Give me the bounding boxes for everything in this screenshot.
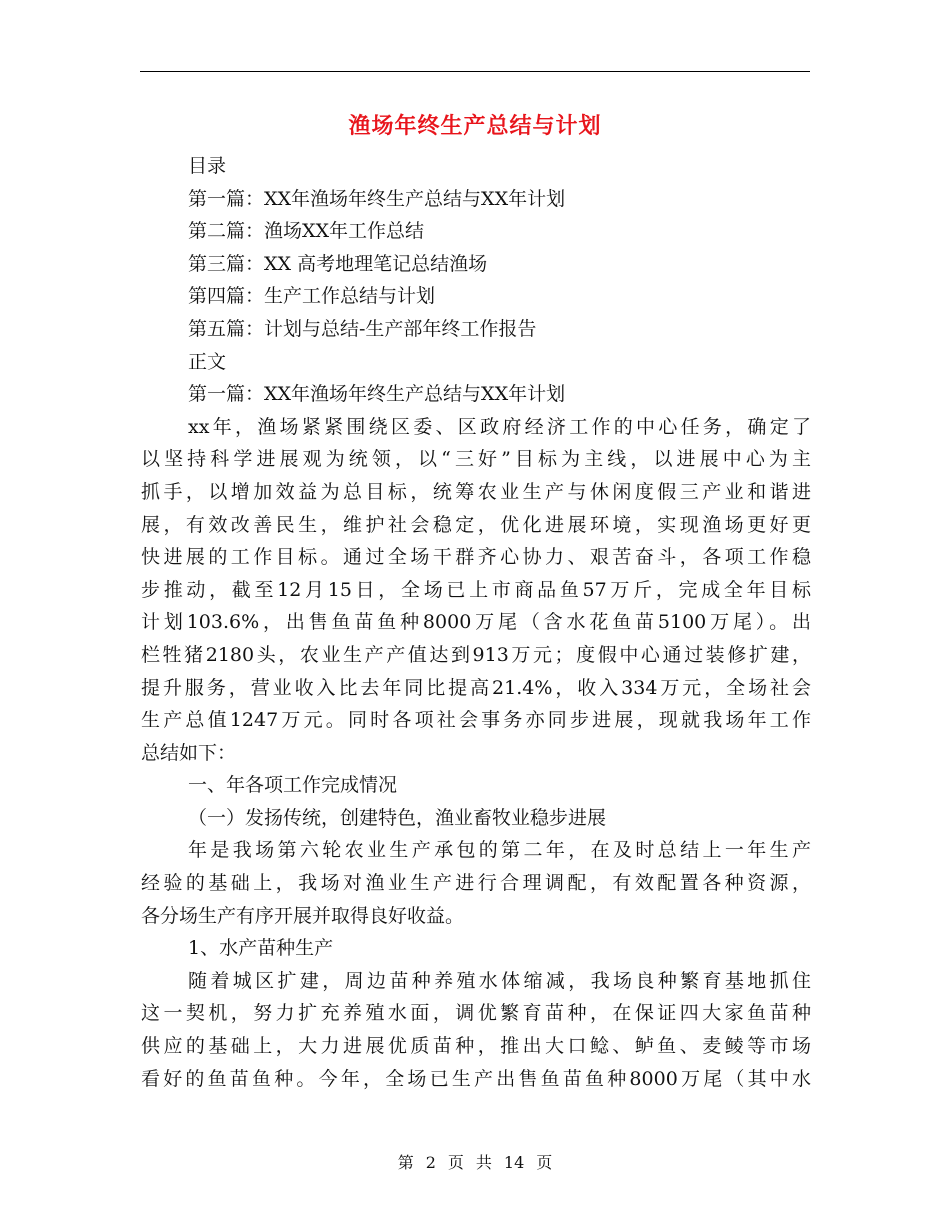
paragraph-line: 生产总值1247万元。同时各项社会事务亦同步进展，现就我场年工作 [141, 709, 811, 732]
paragraph-line: 随着城区扩建，周边苗种养殖水体缩减，我场良种繁育基地抓住 [188, 969, 811, 992]
footer-suffix: 页 [536, 1153, 553, 1172]
header-rule [140, 71, 810, 72]
paragraph-line: 快进展的工作目标。通过全场干群齐心协力、艰苦奋斗，各项工作稳 [141, 546, 811, 569]
toc-item: 第四篇：生产工作总结与计划 [188, 285, 436, 308]
paragraph-line: 年是我场第六轮农业生产承包的第二年，在及时总结上一年生产 [188, 839, 811, 862]
paragraph-line: 抓手，以增加效益为总目标，统筹农业生产与休闲度假三产业和谐进 [141, 480, 811, 503]
toc-item: 第三篇：XX 高考地理笔记总结渔场 [188, 252, 488, 275]
paragraph-line: 看好的鱼苗鱼种。今年，全场已生产出售鱼苗鱼种8000万尾（其中水 [141, 1067, 811, 1090]
page-total: 14 [503, 1153, 525, 1172]
document-title: 渔场年终生产总结与计划 [348, 113, 602, 139]
toc-item: 第二篇：渔场XX年工作总结 [188, 220, 425, 243]
paragraph-line: 总结如下： [141, 741, 237, 764]
footer-total-prefix: 共 [475, 1153, 492, 1172]
page-number: 2 [425, 1153, 436, 1172]
toc-item: 第一篇：XX年渔场年终生产总结与XX年计划 [188, 187, 566, 210]
toc-item: 第五篇：计划与总结-生产部年终工作报告 [188, 317, 537, 340]
paragraph-line: 展，有效改善民生，维护社会稳定，优化进展环境，实现渔场更好更 [141, 513, 811, 536]
paragraph-line: 计划103.6%，出售鱼苗鱼种8000万尾（含水花鱼苗5100万尾）。出 [141, 611, 811, 634]
paragraph-line: xx年，渔场紧紧围绕区委、区政府经济工作的中心任务，确定了 [188, 415, 811, 438]
subsection-heading: 1、水产苗种生产 [188, 937, 334, 960]
subsection-heading: （一）发扬传统，创建特色，渔业畜牧业稳步进展 [188, 806, 607, 829]
paragraph-line: 各分场生产有序开展并取得良好收益。 [141, 904, 465, 927]
paragraph-line: 以坚持科学进展观为统领，以“三好”目标为主线，以进展中心为主 [141, 448, 811, 471]
section-heading: 第一篇：XX年渔场年终生产总结与XX年计划 [188, 383, 566, 406]
footer-mid: 页 [447, 1153, 464, 1172]
paragraph-line: 供应的基础上，大力进展优质苗种，推出大口鲶、鲈鱼、麦鲮等市场 [141, 1035, 811, 1058]
paragraph-line: 经验的基础上，我场对渔业生产进行合理调配，有效配置各种资源， [141, 872, 811, 895]
footer-prefix: 第 [397, 1153, 414, 1172]
toc-heading: 目录 [188, 155, 227, 177]
body-heading: 正文 [188, 350, 227, 373]
paragraph-line: 这一契机，努力扩充养殖水面，调优繁育苗种，在保证四大家鱼苗种 [141, 1002, 811, 1025]
document-body [141, 150, 811, 1095]
paragraph-line: 提升服务，营业收入比去年同比提高21.4%，收入334万元，全场社会 [141, 676, 811, 699]
paragraph-line: 栏牲猪2180头，农业生产产值达到913万元；度假中心通过装修扩建， [141, 643, 811, 666]
section-heading: 一、年各项工作完成情况 [188, 774, 398, 797]
paragraph-line: 步推动，截至12月15日，全场已上市商品鱼57万斤，完成全年目标 [141, 578, 811, 601]
page-footer [0, 1150, 950, 1176]
